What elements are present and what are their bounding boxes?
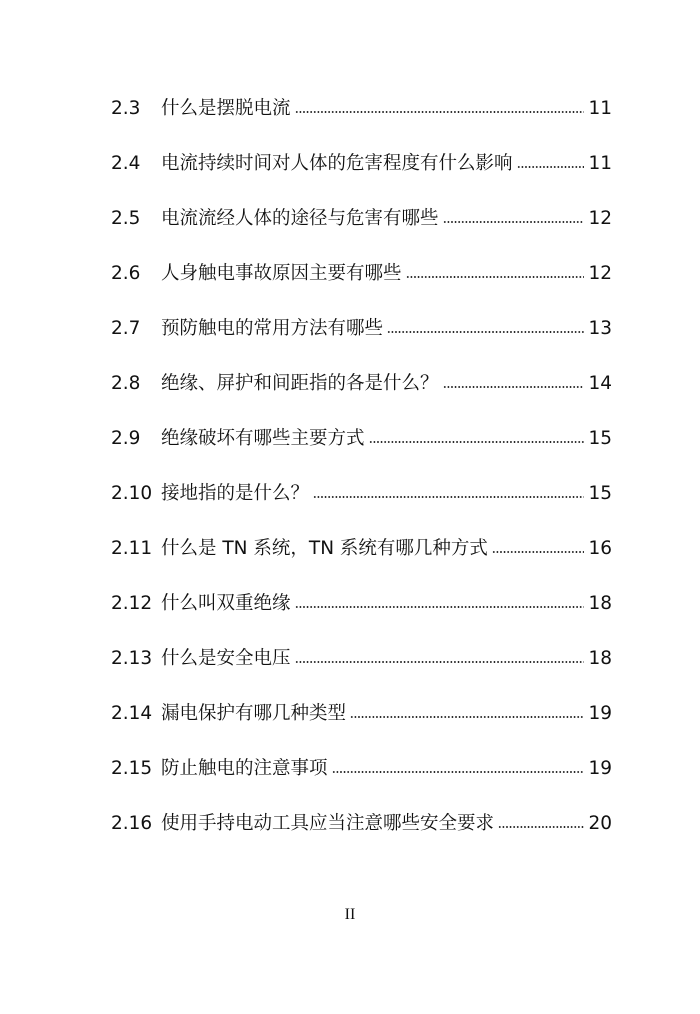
toc-entry-2-5[interactable]	[111, 206, 612, 261]
toc-entry-title: 人身触电事故原因主要有哪些	[161, 263, 402, 284]
toc-entry-title: 接地指的是什么？	[161, 483, 310, 504]
toc-entry-2-15[interactable]	[111, 756, 612, 811]
toc-entry-title: 什么叫双重绝缘	[161, 593, 291, 614]
toc-entry-number: 2.7	[111, 318, 141, 339]
toc-entry-page: 18	[588, 593, 612, 614]
toc-entry-2-8[interactable]	[111, 371, 612, 426]
toc-entry-number: 2.16	[111, 813, 153, 834]
toc-entry-number: 2.12	[111, 593, 153, 614]
toc-entry-2-11[interactable]	[111, 536, 612, 591]
toc-entry-title: 什么是安全电压	[161, 648, 291, 669]
table-of-contents	[111, 96, 612, 866]
toc-entry-title: 漏电保护有哪几种类型	[161, 703, 347, 724]
toc-entry-2-7[interactable]	[111, 316, 612, 371]
page-number: II	[344, 906, 356, 923]
toc-entry-page: 15	[588, 483, 612, 504]
toc-entry-title: 电流持续时间对人体的危害程度有什么影响	[161, 153, 513, 174]
toc-entry-2-6[interactable]	[111, 261, 612, 316]
dot-leader	[517, 165, 585, 169]
toc-entry-title: 绝缘破坏有哪些主要方式	[161, 428, 365, 449]
dot-leader	[313, 495, 584, 499]
toc-entry-page: 11	[588, 153, 612, 174]
dot-leader	[295, 605, 585, 609]
toc-entry-2-9[interactable]	[111, 426, 612, 481]
toc-entry-title: 绝缘、屏护和间距指的各是什么？	[161, 373, 439, 394]
toc-entry-number: 2.11	[111, 538, 153, 559]
toc-entry-title: 预防触电的常用方法有哪些	[161, 318, 384, 339]
toc-entry-page: 20	[588, 813, 612, 834]
dot-leader	[350, 715, 584, 719]
toc-entry-page: 12	[588, 208, 612, 229]
toc-entry-page: 11	[588, 98, 612, 119]
dot-leader	[295, 110, 585, 114]
toc-entry-number: 2.9	[111, 428, 141, 449]
toc-entry-number: 2.8	[111, 373, 141, 394]
toc-entry-page: 13	[588, 318, 612, 339]
toc-entry-number: 2.5	[111, 208, 141, 229]
dot-leader	[492, 550, 585, 554]
toc-entry-page: 14	[588, 373, 612, 394]
toc-entry-page: 16	[588, 538, 612, 559]
toc-entry-number: 2.3	[111, 98, 141, 119]
dot-leader	[498, 825, 584, 829]
toc-entry-2-13[interactable]	[111, 646, 612, 701]
toc-entry-2-10[interactable]	[111, 481, 612, 536]
toc-entry-page: 18	[588, 648, 612, 669]
toc-entry-page: 19	[588, 703, 612, 724]
toc-entry-2-4[interactable]	[111, 151, 612, 206]
toc-entry-2-12[interactable]	[111, 591, 612, 646]
toc-entry-number: 2.14	[111, 703, 153, 724]
toc-entry-page: 19	[588, 758, 612, 779]
toc-entry-page: 12	[588, 263, 612, 284]
toc-entry-title: 使用手持电动工具应当注意哪些安全要求	[161, 813, 495, 834]
toc-entry-title: 电流流经人体的途径与危害有哪些	[161, 208, 439, 229]
toc-entry-2-14[interactable]	[111, 701, 612, 756]
toc-entry-title: 防止触电的注意事项	[161, 758, 328, 779]
dot-leader	[406, 275, 585, 279]
dot-leader	[443, 220, 585, 224]
dot-leader	[443, 385, 585, 389]
dot-leader	[387, 330, 584, 334]
toc-entry-2-16[interactable]	[111, 811, 612, 866]
toc-entry-title: 什么是摆脱电流	[161, 98, 291, 119]
dot-leader	[295, 660, 585, 664]
toc-entry-title: 什么是 TN 系统，TN 系统有哪几种方式	[161, 538, 488, 559]
dot-leader	[332, 770, 585, 774]
dot-leader	[369, 440, 585, 444]
toc-entry-2-3[interactable]	[111, 96, 612, 151]
toc-entry-number: 2.4	[111, 153, 141, 174]
toc-entry-number: 2.6	[111, 263, 141, 284]
toc-entry-number: 2.13	[111, 648, 153, 669]
toc-entry-number: 2.15	[111, 758, 153, 779]
toc-entry-page: 15	[588, 428, 612, 449]
toc-entry-number: 2.10	[111, 483, 153, 504]
